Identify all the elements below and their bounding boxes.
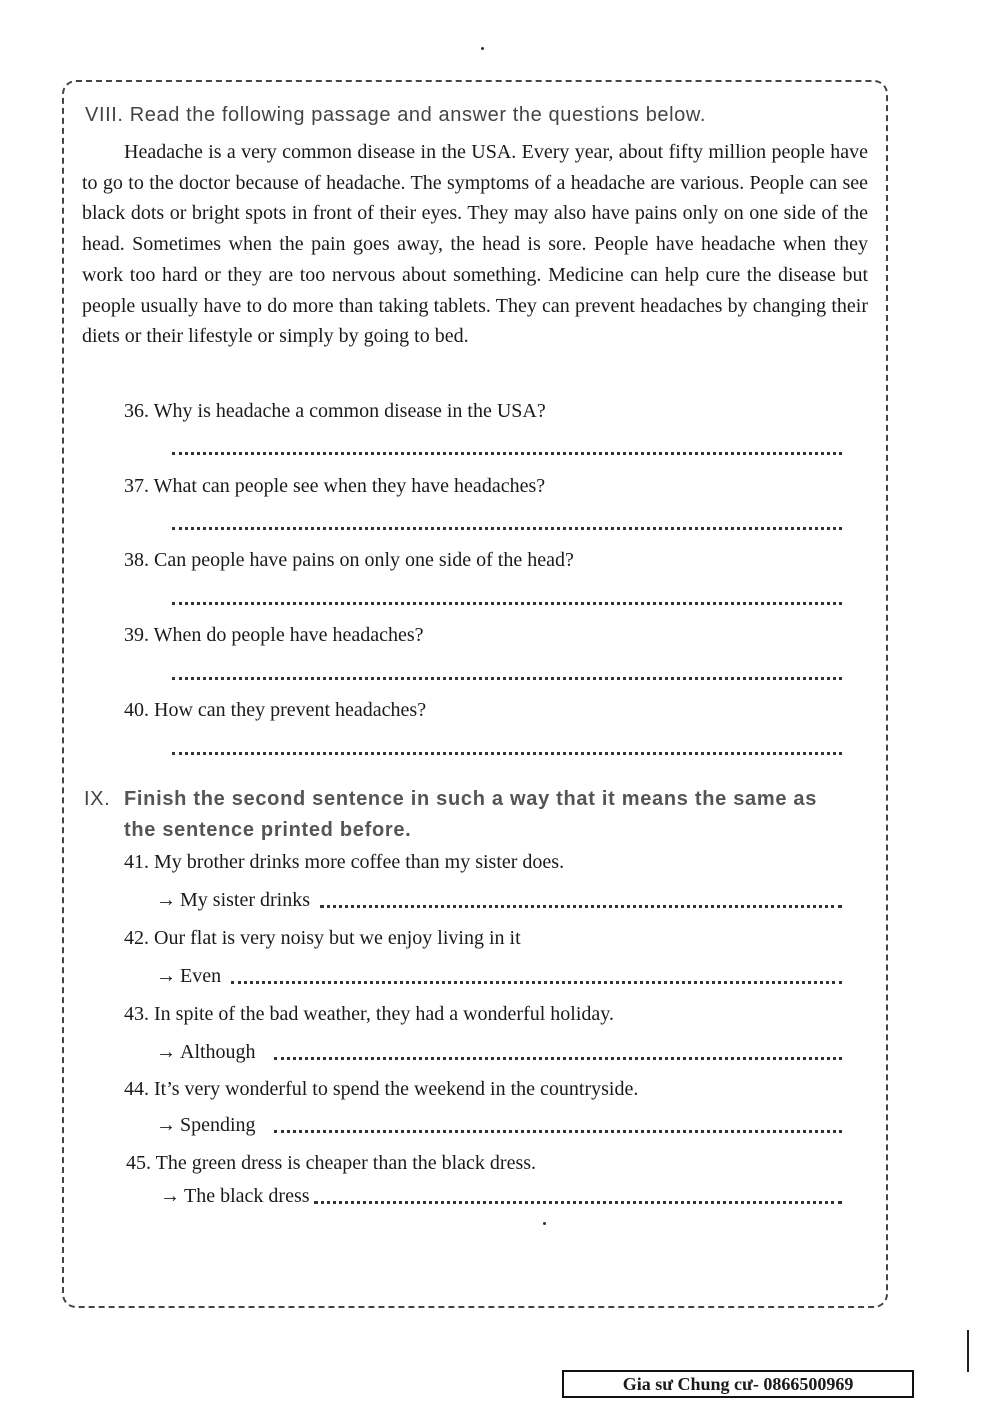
rewrite-prompt-43: Although [180, 1041, 256, 1063]
rewrite-sentence-41: 41. My brother drinks more coffee than my sister does. [124, 851, 565, 873]
arrow-icon: → [156, 889, 176, 911]
arrow-icon: → [156, 965, 176, 987]
answer-line-40[interactable] [172, 752, 842, 755]
answer-line-37[interactable] [172, 527, 842, 530]
rewrite-answer-43 [156, 1041, 842, 1064]
rewrite-sentence-44: 44. It’s very wonderful to spend the weekend in the countryside. [124, 1078, 639, 1100]
rewrite-prompt-41: My sister drinks [180, 889, 310, 911]
scan-dot [543, 1222, 546, 1225]
rewrite-prompt-44: Spending [180, 1114, 256, 1136]
question-36: 36. Why is headache a common disease in the USA? [124, 400, 546, 422]
rewrite-answer-41 [156, 889, 842, 912]
arrow-icon: → [160, 1185, 180, 1207]
section-9-heading-line1: Finish the second sentence in such a way that it means the same as [124, 788, 818, 810]
margin-mark [967, 1330, 969, 1372]
rewrite-sentence-43: 43. In spite of the bad weather, they had a wonderful holiday. [124, 1003, 614, 1025]
question-38: 38. Can people have pains on only one side of the head? [124, 549, 574, 571]
answer-line-43[interactable] [274, 1057, 842, 1060]
rewrite-answer-42 [156, 965, 842, 988]
section-9-heading [84, 784, 884, 846]
scan-dot [481, 47, 484, 50]
rewrite-prompt-42: Even [180, 965, 222, 987]
section-9-number: IX. [84, 788, 111, 810]
answer-line-45[interactable] [314, 1201, 842, 1204]
answer-line-42[interactable] [231, 981, 842, 984]
rewrite-sentence-42: 42. Our flat is very noisy but we enjoy living in it [124, 927, 521, 949]
rewrite-answer-45 [160, 1185, 842, 1208]
footer-label: Gia sư Chung cư- 0866500969 [562, 1370, 914, 1398]
rewrite-prompt-45: The black dress [184, 1185, 310, 1207]
question-37: 37. What can people see when they have headaches? [124, 475, 546, 497]
answer-line-36[interactable] [172, 452, 842, 455]
rewrite-sentence-45: 45. The green dress is cheaper than the black dress. [126, 1152, 537, 1174]
answer-line-38[interactable] [172, 602, 842, 605]
arrow-icon: → [156, 1041, 176, 1063]
rewrite-answer-44 [156, 1114, 842, 1137]
section-8-heading: VIII. Read the following passage and answer the questions below. [85, 104, 706, 126]
reading-passage: Headache is a very common disease in the USA. Every year, about fifty million people have to go to the doctor because of headache. The symptoms of a headache are various. People can see black dots or bright spots in front of their eyes. They may also have pains only on one side of the head. Sometimes when the pain goes away, the head is sore. People have headache when they work too hard or they are too nervous about something. Medicine can help cure the disease but people usually have to do more than taking tablets. They can prevent headaches by changing their diets or their lifestyle or simply by going to bed. [82, 141, 868, 348]
answer-line-44[interactable] [274, 1130, 842, 1133]
arrow-icon: → [156, 1114, 176, 1136]
answer-line-41[interactable] [320, 905, 842, 908]
answer-line-39[interactable] [172, 677, 842, 680]
section-9-heading-line2: the sentence printed before. [124, 819, 412, 841]
question-39: 39. When do people have headaches? [124, 624, 424, 646]
question-40: 40. How can they prevent headaches? [124, 699, 427, 721]
